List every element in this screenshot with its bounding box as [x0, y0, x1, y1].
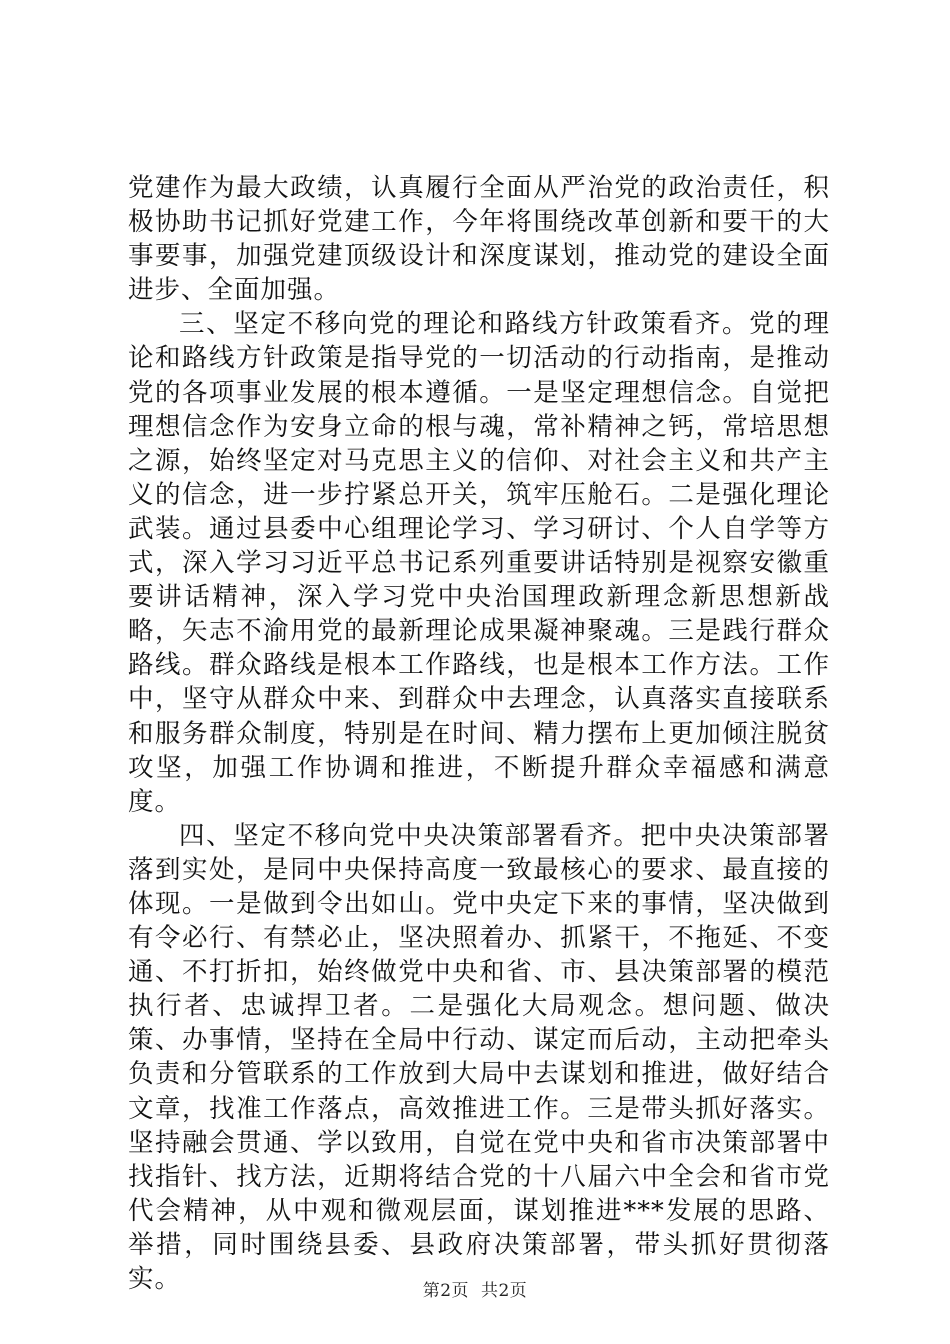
document-body — [128, 171, 830, 1296]
page-total: 共2页 — [480, 1281, 528, 1301]
page-footer — [0, 1276, 950, 1301]
paragraph-section-four-decisions: 四、坚定不移向党中央决策部署看齐。把中央决策部署落到实处，是同中央保持高度一致最核心的要求、最直接的体现。一是做到令出如山。党中央定下来的事情，坚决做到有令必行、有禁必止，坚决照着办、抓紧干，不拖延、不变通、不打折扣，始终做党中央和省、市、县决策部署的模范执行者、忠诚捍卫者。二是强化大局观念。想问题、做决策、办事情，坚持在全局中行动、谋定而后动，主动把牵头负责和分管联系的工作放到大局中去谋划和推进，做好结合文章，找准工作落点，高效推进工作。三是带头抓好落实。坚持融会贯通、学以致用，自觉在党中央和省市决策部署中找指针、找方法，近期将结合党的十八届六中全会和省市党代会精神，从中观和微观层面，谋划推进***发展的思路、举措，同时围绕县委、县政府决策部署，带头抓好贯彻落实。 — [128, 820, 830, 1294]
paragraph-section-three-theory: 三、坚定不移向党的理论和路线方针政策看齐。党的理论和路线方针政策是指导党的一切活动的行动指南，是推动党的各项事业发展的根本遵循。一是坚定理想信念。自觉把理想信念作为安身立命的根与魂，常补精神之钙，常培思想之源，始终坚定对马克思主义的信仰、对社会主义和共产主义的信念，进一步拧紧总开关，筑牢压舱石。二是强化理论武装。通过县委中心组理论学习、学习研讨、个人自学等方式，深入学习习近平总书记系列重要讲话特别是视察安徽重要讲话精神，深入学习党中央治国理政新理念新思想新战略，矢志不渝用党的最新理论成果凝神聚魂。三是践行群众路线。群众路线是根本工作路线，也是根本工作方法。工作中，坚守从群众中来、到群众中去理念，认真落实直接联系和服务群众制度，特别是在时间、精力摆布上更加倾注脱贫攻坚，加强工作协调和推进，不断提升群众幸福感和满意度。 — [128, 309, 830, 817]
page-number: 第2页 — [422, 1281, 470, 1301]
paragraph-party-building-continued: 党建作为最大政绩，认真履行全面从严治党的政治责任，积极协助书记抓好党建工作，今年将围绕改革创新和要干的大事要事，加强党建顶级设计和深度谋划，推动党的建设全面进步、全面加强。 — [128, 173, 830, 306]
